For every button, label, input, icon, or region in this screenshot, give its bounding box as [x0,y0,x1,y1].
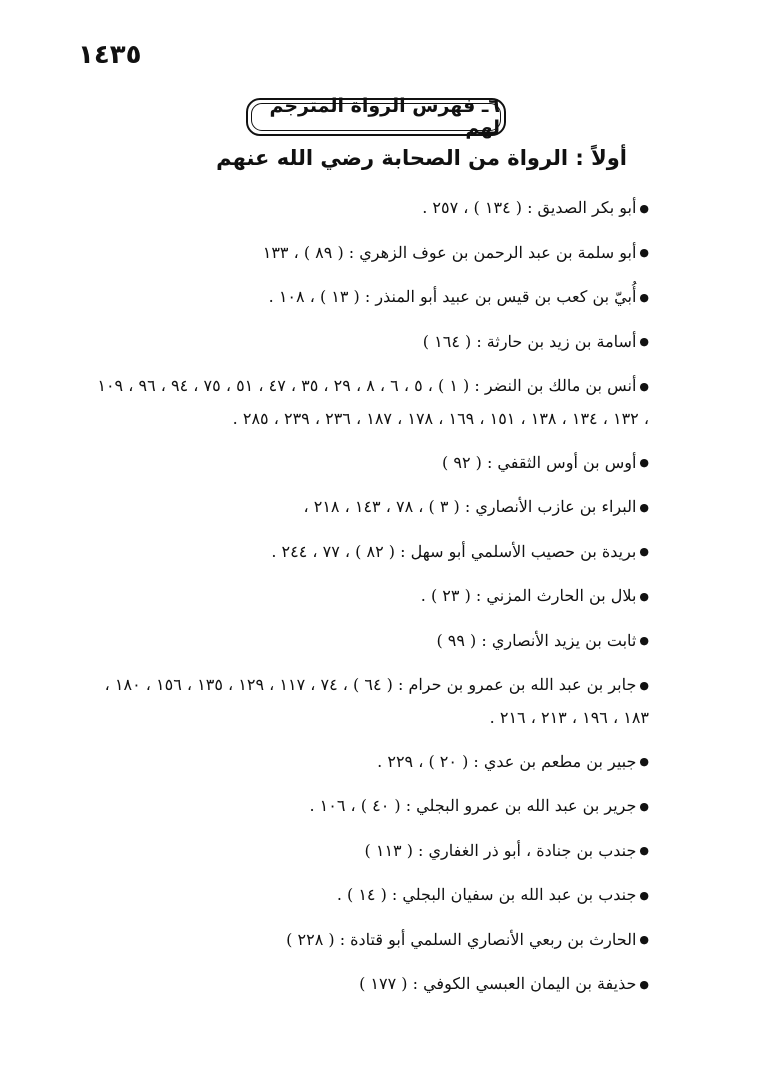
subheading: أولاً : الرواة من الصحابة رضي الله عنهم [216,146,627,170]
list-item [70,447,649,480]
bullet-icon: ● [639,844,649,857]
bullet-icon: ● [639,335,649,348]
bullet-icon: ● [639,755,649,768]
entry-line [70,924,649,957]
list-item [70,580,649,613]
bullet-icon: ● [639,201,649,215]
entry-line [70,702,649,734]
list-item [70,746,649,779]
entry-line [70,281,649,314]
bullet-icon: ● [639,545,649,558]
entry-text: جابر بن عبد الله بن عمرو بن حرام : ( ٦٤ ) ، ٧٤ ، ١١٧ ، ١٢٩ ، ١٣٥ ، ١٥٦ ، ١٨٠ ، [104,675,637,694]
entry-line [70,237,649,270]
entry-text: ثابت بن يزيد الأنصاري : ( ٩٩ ) [436,630,637,650]
entry-text: أسامة بن زيد بن حارثة : ( ١٦٤ ) [422,331,637,351]
entry-line [70,192,649,225]
entry-line [70,491,649,524]
entry-text: أبو سلمة بن عبد الرحمن بن عوف الزهري : ( ٨٩ ) ، ١٣٣ [262,242,637,262]
entry-text: جندب بن عبد الله بن سفيان البجلي : ( ١٤ ) . [336,885,637,904]
entry-text: البراء بن عازب الأنصاري : ( ٣ ) ، ٧٨ ، ١٤٣ ، ٢١٨ ، [303,497,637,516]
entry-line [70,835,649,868]
list-item [70,491,649,524]
section-title-box [246,95,506,139]
entry-line [70,669,649,702]
entry-text: الحارث بن ربعي الأنصاري السلمي أبو قتادة : ( ٢٢٨ ) [286,929,637,949]
entry-line [70,625,649,658]
entry-text: جندب بن جنادة ، أبو ذر الغفاري : ( ١١٣ ) [364,840,637,860]
entry-text: جرير بن عبد الله بن عمرو البجلي : ( ٤٠ ) ، ١٠٦ . [309,796,637,815]
bullet-icon: ● [639,456,649,469]
entry-text: بريدة بن حصيب الأسلمي أبو سهل : ( ٨٢ ) ، ٧٧ ، ٢٤٤ . [271,541,637,561]
entry-line [70,879,649,912]
page-number: ١٤٣٥ [78,40,142,70]
entry-text: أُبيّ بن كعب بن قيس بن عبيد أبو المنذر : ( ١٣ ) ، ١٠٨ . [268,287,637,306]
entry-text: ١٨٣ ، ١٩٦ ، ٢١٣ ، ٢١٦ . [489,707,649,727]
section-title: ٦ـ فهرس الرواة المترجم لهم [251,103,501,131]
list-item [70,237,649,270]
entry-text: أوس بن أوس الثقفي : ( ٩٢ ) [442,452,637,472]
bullet-icon: ● [639,379,649,393]
list-item [70,192,649,225]
bullet-icon: ● [639,678,649,692]
entry-line [70,370,649,403]
list-item [70,790,649,823]
entry-line [70,447,649,480]
list-item [70,370,649,435]
bullet-icon: ● [639,888,649,902]
entry-text: أبو بكر الصديق : ( ١٣٤ ) ، ٢٥٧ . [422,198,637,217]
bullet-icon: ● [639,290,649,304]
list-item [70,835,649,868]
list-item [70,281,649,314]
bullet-icon: ● [639,799,649,813]
list-item [70,326,649,359]
entry-line [70,536,649,569]
entry-line [70,968,649,1001]
entry-text: ، ١٣٢ ، ١٣٤ ، ١٣٨ ، ١٥١ ، ١٦٩ ، ١٧٨ ، ١٨٧ ، ٢٣٦ ، ٢٣٩ ، ٢٨٥ . [232,408,649,428]
list-item [70,924,649,957]
entry-line [70,580,649,613]
bullet-icon: ● [639,634,649,647]
bullet-icon: ● [639,500,649,514]
entry-line [70,403,649,435]
entry-text: حذيفة بن اليمان العبسي الكوفي : ( ١٧٧ ) [359,974,637,993]
entry-line [70,790,649,823]
bullet-icon: ● [639,977,649,991]
entry-text: بلال بن الحارث المزني : ( ٢٣ ) . [420,586,637,605]
bullet-icon: ● [639,246,649,259]
list-item [70,879,649,912]
narrator-index-list [70,192,649,1013]
entry-line [70,746,649,779]
list-item [70,625,649,658]
entry-text: جبير بن مطعم بن عدي : ( ٢٠ ) ، ٢٢٩ . [377,751,637,771]
bullet-icon: ● [639,589,649,603]
bullet-icon: ● [639,933,649,946]
entry-line [70,326,649,359]
list-item [70,968,649,1001]
list-item [70,536,649,569]
list-item [70,669,649,734]
entry-text: أنس بن مالك بن النضر : ( ١ ) ، ٥ ، ٦ ، ٨ ، ٢٩ ، ٣٥ ، ٤٧ ، ٥١ ، ٧٥ ، ٩٤ ، ٩٦ ، ١٠٩ [97,376,637,395]
